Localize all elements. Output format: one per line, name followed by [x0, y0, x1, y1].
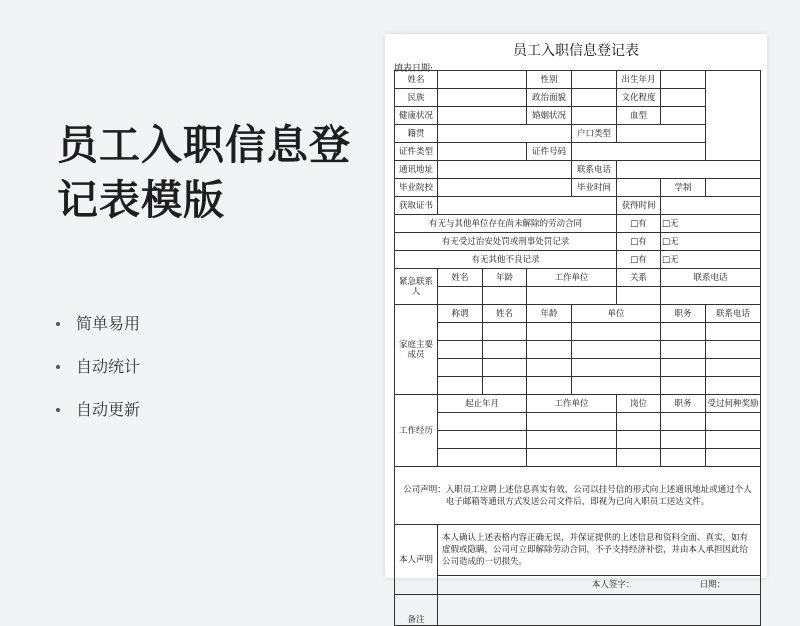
personal-statement-text: 本人确认上述表格内容正确无误，并保证提供的上述信息和资料全面、真实，如有虚假或隐瞒，公司可立即解除劳动合同，不予支持经济补偿，并由本人承担因此给公司造成的一切损失。	[438, 525, 761, 576]
checkbox-no[interactable]: □无	[661, 251, 761, 269]
label-politics: 政治面貌	[527, 89, 572, 107]
remarks-field[interactable]	[438, 595, 761, 626]
label-address: 通讯地址	[395, 161, 438, 179]
family-cell[interactable]	[438, 359, 483, 377]
id-number-field[interactable]	[572, 143, 706, 161]
degree-field[interactable]	[706, 179, 761, 197]
work-cell[interactable]	[438, 449, 527, 467]
label-education: 文化程度	[617, 89, 661, 107]
label-phone: 联系电话	[572, 161, 617, 179]
gender-field[interactable]	[572, 71, 617, 89]
family-cell[interactable]	[706, 323, 761, 341]
feature-item: 简单易用	[56, 312, 140, 355]
photo-box	[706, 71, 761, 161]
work-cell[interactable]	[527, 431, 617, 449]
emergency-col-phone: 联系电话	[661, 269, 761, 287]
feature-list	[56, 312, 140, 441]
feature-item: 自动更新	[56, 398, 140, 441]
feature-item: 自动统计	[56, 355, 140, 398]
personal-statement-label: 本人声明	[395, 525, 438, 595]
cert-time-field[interactable]	[661, 197, 761, 215]
cert-field[interactable]	[438, 197, 617, 215]
work-col-position: 职务	[661, 395, 706, 413]
emergency-cell[interactable]	[483, 287, 527, 305]
work-cell[interactable]	[706, 431, 761, 449]
bullet-icon	[56, 365, 60, 369]
family-cell[interactable]	[527, 341, 572, 359]
label-grad-time: 毕业时间	[572, 179, 617, 197]
health-field[interactable]	[438, 107, 527, 125]
remarks-label: 备注	[395, 595, 438, 626]
work-cell[interactable]	[438, 431, 527, 449]
family-cell[interactable]	[438, 341, 483, 359]
family-cell[interactable]	[483, 359, 527, 377]
date-label: 日期：	[699, 580, 726, 590]
label-cert: 获取证书	[395, 197, 438, 215]
address-field[interactable]	[438, 161, 572, 179]
label-degree: 学制	[661, 179, 706, 197]
work-cell[interactable]	[617, 449, 661, 467]
form-sheet	[385, 34, 767, 625]
emergency-cell[interactable]	[438, 287, 483, 305]
marriage-field[interactable]	[572, 107, 617, 125]
work-col-post: 岗位	[617, 395, 661, 413]
work-cell[interactable]	[438, 413, 527, 431]
name-field[interactable]	[438, 71, 527, 89]
work-history-label: 工作经历	[395, 395, 438, 467]
family-cell[interactable]	[661, 341, 706, 359]
family-cell[interactable]	[572, 359, 661, 377]
work-col-awards: 受过何种奖励	[706, 395, 761, 413]
label-cert-time: 获得时间	[617, 197, 661, 215]
family-cell[interactable]	[438, 377, 483, 395]
checkbox-no[interactable]: □无	[661, 215, 761, 233]
family-col-age: 年龄	[527, 305, 572, 323]
family-cell[interactable]	[438, 323, 483, 341]
family-cell[interactable]	[661, 359, 706, 377]
family-col-title: 称谓	[438, 305, 483, 323]
school-field[interactable]	[438, 179, 572, 197]
label-birth: 出生年月	[617, 71, 661, 89]
family-members-label: 家庭主要成员	[395, 305, 438, 395]
label-health: 健康状况	[395, 107, 438, 125]
label-id-number: 证件号码	[527, 143, 572, 161]
blood-field[interactable]	[661, 107, 706, 125]
grad-time-field[interactable]	[617, 179, 661, 197]
work-cell[interactable]	[661, 431, 706, 449]
work-cell[interactable]	[661, 413, 706, 431]
emergency-col-age: 年龄	[483, 269, 527, 287]
politics-field[interactable]	[572, 89, 617, 107]
birth-field[interactable]	[661, 71, 706, 89]
checkbox-yes[interactable]: □有	[617, 233, 661, 251]
label-gender: 性别	[527, 71, 572, 89]
family-cell[interactable]	[483, 341, 527, 359]
bullet-icon	[56, 408, 60, 412]
label-hukou: 户口类型	[572, 125, 617, 143]
label-school: 毕业院校	[395, 179, 438, 197]
family-cell[interactable]	[706, 359, 761, 377]
family-cell[interactable]	[706, 377, 761, 395]
work-col-period: 起止年月	[438, 395, 527, 413]
page-headline: 员工入职信息登记表模版	[57, 121, 351, 224]
id-type-field[interactable]	[438, 143, 527, 161]
family-cell[interactable]	[661, 377, 706, 395]
form-title: 员工入职信息登记表	[513, 43, 639, 59]
emergency-col-name: 姓名	[438, 269, 483, 287]
checkbox-yes[interactable]: □有	[617, 215, 661, 233]
emergency-cell[interactable]	[617, 287, 661, 305]
emergency-cell[interactable]	[661, 287, 761, 305]
checkbox-no[interactable]: □无	[661, 233, 761, 251]
checkbox-yes[interactable]: □有	[617, 251, 661, 269]
family-col-employer: 单位	[572, 305, 661, 323]
work-cell[interactable]	[706, 449, 761, 467]
family-cell[interactable]	[661, 323, 706, 341]
work-cell[interactable]	[706, 413, 761, 431]
emergency-col-employer: 工作单位	[527, 269, 617, 287]
family-cell[interactable]	[706, 341, 761, 359]
signature-line	[438, 576, 761, 595]
signature-label: 本人签字：	[591, 580, 635, 590]
work-cell[interactable]	[527, 449, 617, 467]
family-cell[interactable]	[527, 359, 572, 377]
family-col-position: 职务	[661, 305, 706, 323]
work-cell[interactable]	[661, 449, 706, 467]
company-statement: 公司声明：入职员工应聘上述信息真实有效，公司以挂号信的形式向上述通讯地址或通过个人电子邮箱等通讯方式发送公司文件后，即视为已向入职员工送达文件。	[395, 467, 761, 525]
work-cell[interactable]	[527, 413, 617, 431]
label-ethnicity: 民族	[395, 89, 438, 107]
label-name: 姓名	[395, 71, 438, 89]
question-other: 有无其他不良记录	[395, 251, 617, 269]
phone-field[interactable]	[617, 161, 761, 179]
work-cell[interactable]	[617, 431, 661, 449]
question-contract: 有无与其他单位存在尚未解除的劳动合同	[395, 215, 617, 233]
family-cell[interactable]	[483, 377, 527, 395]
label-blood: 血型	[617, 107, 661, 125]
fill-date-label: 填表日期:	[394, 64, 434, 74]
work-cell[interactable]	[617, 413, 661, 431]
emergency-cell[interactable]	[527, 287, 617, 305]
family-cell[interactable]	[483, 323, 527, 341]
family-cell[interactable]	[572, 341, 661, 359]
family-col-name: 姓名	[483, 305, 527, 323]
family-cell[interactable]	[572, 323, 661, 341]
ethnicity-field[interactable]	[438, 89, 527, 107]
family-cell[interactable]	[572, 377, 661, 395]
label-id-type: 证件类型	[395, 143, 438, 161]
bullet-icon	[56, 322, 60, 326]
hukou-field[interactable]	[617, 125, 706, 143]
label-native: 籍贯	[395, 125, 438, 143]
emergency-contact-label: 紧急联系人	[395, 269, 438, 305]
question-penalty: 有无受过治安处罚或刑事处罚记录	[395, 233, 617, 251]
registration-table	[394, 70, 761, 626]
family-col-phone: 联系电话	[706, 305, 761, 323]
native-field[interactable]	[438, 125, 572, 143]
work-col-employer: 工作单位	[527, 395, 617, 413]
family-cell[interactable]	[527, 323, 572, 341]
emergency-col-relation: 关系	[617, 269, 661, 287]
label-marriage: 婚姻状况	[527, 107, 572, 125]
family-cell[interactable]	[527, 377, 572, 395]
education-field[interactable]	[661, 89, 706, 107]
